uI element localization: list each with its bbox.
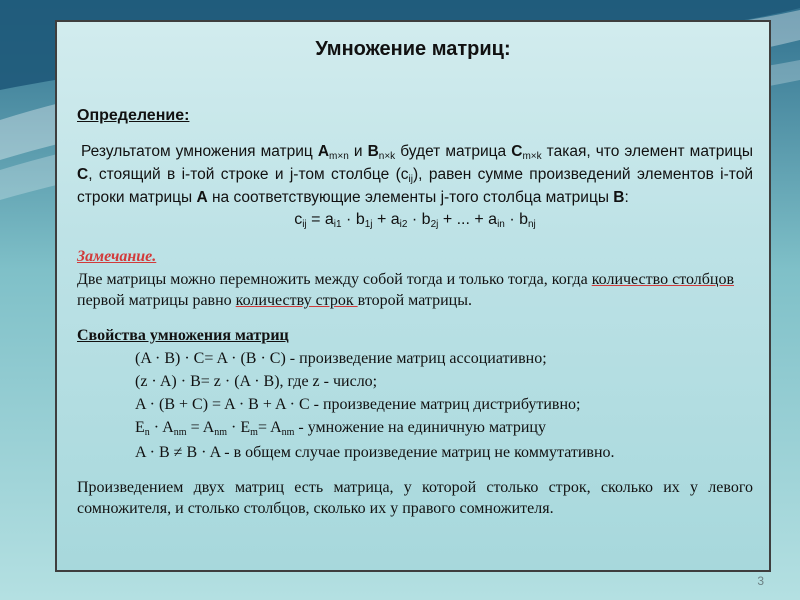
page-number: 3 bbox=[757, 574, 764, 588]
bullet-icon bbox=[77, 370, 135, 393]
slide-frame bbox=[55, 20, 771, 572]
bullet-icon bbox=[77, 347, 135, 370]
properties-list bbox=[77, 347, 753, 464]
multiplication-formula: $c_{ij} = a_{i1} \cdot b_{1j} + a_{i2} \cdot b_{2j}$ + ... + $a_{in} \cdot b_{nj}$ bbox=[294, 211, 536, 231]
remark-text: Две матрицы можно перемножить между собой тогда и только тогда, когда количество столбцов первой матрицы равно количеству строк второй матрицы. bbox=[77, 271, 734, 310]
property-item: $E_n \cdot A_{nm} = A_{nm} \cdot E_m= A_{nm}$ - умножение на единичную матрицу bbox=[77, 416, 753, 441]
bullet-icon bbox=[77, 441, 135, 464]
columns-count-highlight: количество столбцов bbox=[591, 271, 734, 289]
slide-content bbox=[77, 106, 753, 520]
slide-title: Умножение матриц: bbox=[315, 38, 511, 60]
property-item: (z · A) · B= z · (A · B), где z - число; bbox=[77, 370, 753, 393]
conclusion-text: Произведением двух матриц есть матрица, у которой столько строк, сколько их у левого сомножителя, и столько столбцов, сколько их у правого сомножителя. bbox=[77, 478, 753, 517]
bullet-icon bbox=[77, 393, 135, 416]
rows-count-highlight: количеству строк bbox=[235, 292, 358, 310]
remark-heading: Замечание. bbox=[77, 248, 157, 266]
definition-text: Результатом умножения матриц $A_{m\times n}$ и $B_{n\times k}$ будет матрица $C_{m\times k}$ такая, что элемент матрицы C, стоящий в i-той строке и j-том столбце $(c_{ij})$, равен сумме произведений элементов i-той строки матрицы A на соответствующие элементы j-того столбца матрицы B: bbox=[77, 142, 753, 206]
property-item: A · B ≠ B · A - в общем случае произведение матриц не коммутативно. bbox=[77, 441, 753, 464]
definition-heading: Определение: bbox=[77, 107, 190, 124]
property-item: A · (B + C) = A · B + A · C - произведение матриц дистрибутивно; bbox=[77, 393, 753, 416]
properties-heading: Свойства умножения матриц bbox=[77, 326, 289, 344]
bullet-icon bbox=[77, 416, 135, 441]
property-item: (A · B) · C= A · (B · C) - произведение матриц ассоциативно; bbox=[77, 347, 753, 370]
